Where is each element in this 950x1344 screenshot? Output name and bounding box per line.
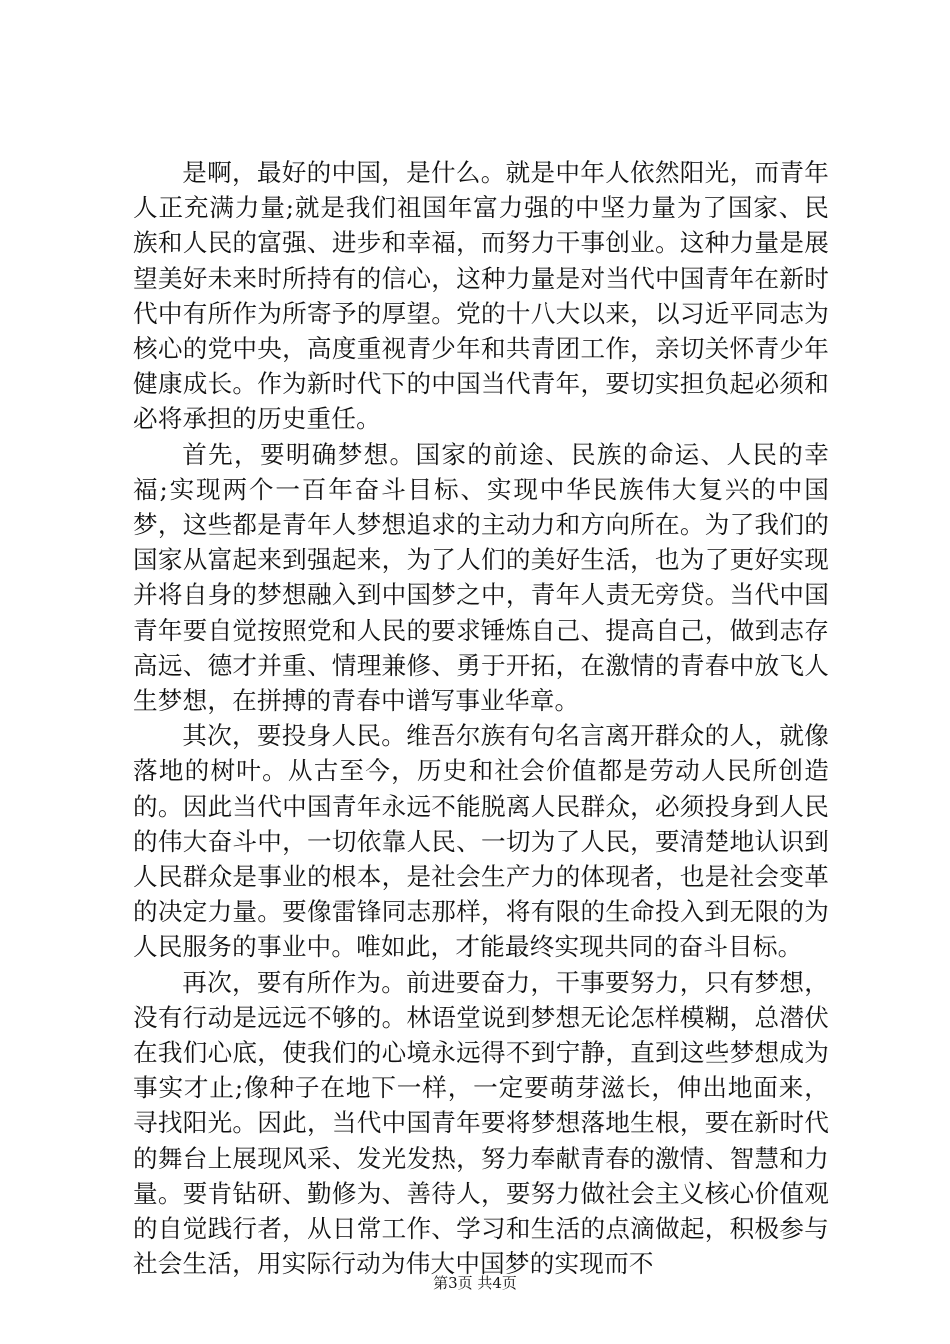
document-body: [133, 155, 829, 1282]
page-number-footer: 第3页 共4页: [433, 1274, 517, 1292]
paragraph-3: 其次，要投身人民。维吾尔族有句名言离开群众的人，就像落地的树叶。从古至今，历史和社会价值都是劳动人民所创造的。因此当代中国青年永远不能脱离人民群众，必须投身到人民的伟大奋斗中，一切依靠人民、一切为了人民，要清楚地认识到人民群众是事业的根本，是社会生产力的体现者，也是社会变革的决定力量。要像雷锋同志那样，将有限的生命投入到无限的为人民服务的事业中。唯如此，才能最终实现共同的奋斗目标。: [133, 721, 829, 962]
paragraph-2: 首先，要明确梦想。国家的前途、民族的命运、人民的幸福;实现两个一百年奋斗目标、实现中华民族伟大复兴的中国梦，这些都是青年人梦想追求的主动力和方向所在。为了我们的国家从富起来到强起来，为了人们的美好生活，也为了更好实现并将自身的梦想融入到中国梦之中，青年人责无旁贷。当代中国青年要自觉按照党和人民的要求锤炼自己、提高自己，做到志存高远、德才并重、情理兼修、勇于开拓，在激情的青春中放飞人生梦想，在拼搏的青春中谱写事业华章。: [133, 439, 829, 716]
paragraph-1: 是啊，最好的中国，是什么。就是中年人依然阳光，而青年人正充满力量;就是我们祖国年富力强的中坚力量为了国家、民族和人民的富强、进步和幸福，而努力干事创业。这种力量是展望美好未来时所持有的信心，这种力量是对当代中国青年在新时代中有所作为所寄予的厚望。党的十八大以来，以习近平同志为核心的党中央，高度重视青少年和共青团工作，亲切关怀青少年健康成长。作为新时代下的中国当代青年，要切实担负起必须和必将承担的历史重任。: [133, 158, 829, 434]
paragraph-4: 再次，要有所作为。前进要奋力，干事要努力，只有梦想，没有行动是远远不够的。林语堂说到梦想无论怎样模糊，总潜伏在我们心底，使我们的心境永远得不到宁静，直到这些梦想成为事实才止;像种子在地下一样，一定要萌芽滋长，伸出地面来，寻找阳光。因此，当代中国青年要将梦想落地生根，要在新时代的舞台上展现风采、发光发热，努力奉献青春的激情、智慧和力量。要肯钻研、勤修为、善待人，要努力做社会主义核心价值观的自觉践行者，从日常工作、学习和生活的点滴做起，积极参与社会生活，用实际行动为伟大中国梦的实现而不: [133, 967, 829, 1279]
